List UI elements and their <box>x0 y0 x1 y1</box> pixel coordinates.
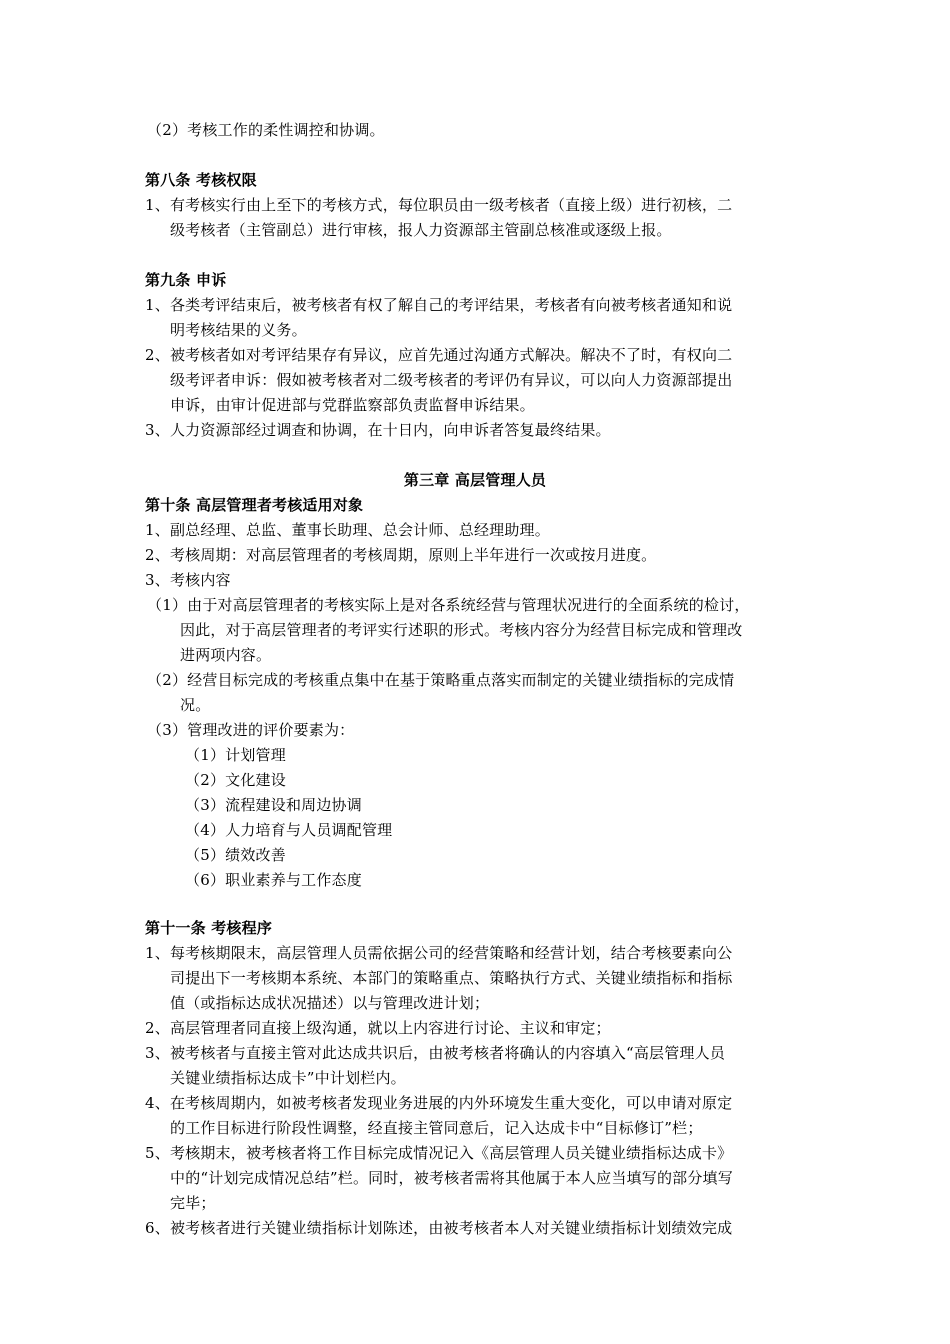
article-8-paragraph-1: 1、有考核实行由上至下的考核方式，每位职员由一级考核者（直接上级）进行初核，二 <box>145 196 733 214</box>
evaluation-element: （6）职业素养与工作态度 <box>185 871 362 889</box>
article-10-subitem-1: （1）由于对高层管理者的考核实际上是对各系统经营与管理状况进行的全面系统的检讨， <box>147 596 750 614</box>
article-10-subitem-2-cont: 况。 <box>180 696 211 714</box>
article-9-paragraph-2-cont: 申诉，由审计促进部与党群监察部负责监督申诉结果。 <box>170 396 535 414</box>
intro-item: （2）考核工作的柔性调控和协调。 <box>147 121 385 139</box>
article-9-paragraph-1: 1、各类考评结束后，被考核者有权了解自己的考评结果，考核者有向被考核者通知和说 <box>145 296 733 314</box>
evaluation-element: （4）人力培育与人员调配管理 <box>185 821 393 839</box>
article-10-subitem-1-cont: 进两项内容。 <box>180 646 272 664</box>
article-11-paragraph-1: 1、每考核期限末，高层管理人员需依据公司的经营策略和经营计划，结合考核要素向公 <box>145 944 733 962</box>
article-11-paragraph-4: 4、在考核周期内，如被考核者发现业务进展的内外环境发生重大变化，可以申请对原定 <box>145 1094 733 1112</box>
article-11-paragraph-2: 2、高层管理者同直接上级沟通，就以上内容进行讨论、主议和审定； <box>145 1019 611 1037</box>
article-11-paragraph-1-cont: 值（或指标达成状况描述）以与管理改进计划； <box>170 994 490 1012</box>
article-9-paragraph-2-cont: 级考评者申诉：假如被考核者对二级考核者的考评仍有异议，可以向人力资源部提出 <box>170 371 733 389</box>
article-8-heading: 第八条 考核权限 <box>145 171 257 189</box>
article-11-paragraph-4-cont: 的工作目标进行阶段性调整，经直接主管同意后，记入达成卡中“目标修订”栏； <box>170 1119 703 1137</box>
evaluation-element: （5）绩效改善 <box>185 846 286 864</box>
article-9-heading: 第九条 申诉 <box>145 271 227 289</box>
chapter-3-title: 第三章 高层管理人员 <box>403 471 547 489</box>
article-11-paragraph-5: 5、考核期末，被考核者将工作目标完成情况记入《高层管理人员关键业绩指标达成卡》 <box>145 1144 733 1162</box>
article-10-subitem-2: （2）经营目标完成的考核重点集中在基于策略重点落实而制定的关键业绩指标的完成情 <box>147 671 735 689</box>
article-9-paragraph-2: 2、被考核者如对考评结果存有异议，应首先通过沟通方式解决。解决不了时，有权向二 <box>145 346 733 364</box>
article-11-paragraph-1-cont: 司提出下一考核期本系统、本部门的策略重点、策略执行方式、关键业绩指标和指标 <box>170 969 733 987</box>
article-10-subitem-3: （3）管理改进的评价要素为： <box>147 721 355 739</box>
article-11-heading: 第十一条 考核程序 <box>145 919 273 937</box>
article-10-paragraph-2: 2、考核周期：对高层管理者的考核周期，原则上半年进行一次或按月进度。 <box>145 546 657 564</box>
evaluation-element: （3）流程建设和周边协调 <box>185 796 362 814</box>
article-9-paragraph-1-cont: 明考核结果的义务。 <box>170 321 307 339</box>
article-10-paragraph-3: 3、考核内容 <box>145 571 231 589</box>
article-10-subitem-1-cont: 因此，对于高层管理者的考评实行述职的形式。考核内容分为经营目标完成和管理改 <box>180 621 743 639</box>
article-11-paragraph-6: 6、被考核者进行关键业绩指标计划陈述，由被考核者本人对关键业绩指标计划绩效完成 <box>145 1219 733 1237</box>
article-11-paragraph-5-cont: 完毕； <box>170 1194 216 1212</box>
article-11-paragraph-3: 3、被考核者与直接主管对此达成共识后，由被考核者将确认的内容填入“高层管理人员 <box>145 1044 726 1062</box>
article-10-paragraph-1: 1、副总经理、总监、董事长助理、总会计师、总经理助理。 <box>145 521 550 539</box>
article-8-paragraph-1-cont: 级考核者（主管副总）进行审核，报人力资源部主管副总核准或逐级上报。 <box>170 221 672 239</box>
article-10-heading: 第十条 高层管理者考核适用对象 <box>145 496 364 514</box>
article-11-paragraph-3-cont: 关键业绩指标达成卡”中计划栏内。 <box>170 1069 406 1087</box>
article-9-paragraph-3: 3、人力资源部经过调查和协调，在十日内，向申诉者答复最终结果。 <box>145 421 611 439</box>
article-11-paragraph-5-cont: 中的“计划完成情况总结”栏。同时，被考核者需将其他属于本人应当填写的部分填写 <box>170 1169 733 1187</box>
evaluation-element: （2）文化建设 <box>185 771 286 789</box>
evaluation-element: （1）计划管理 <box>185 746 286 764</box>
